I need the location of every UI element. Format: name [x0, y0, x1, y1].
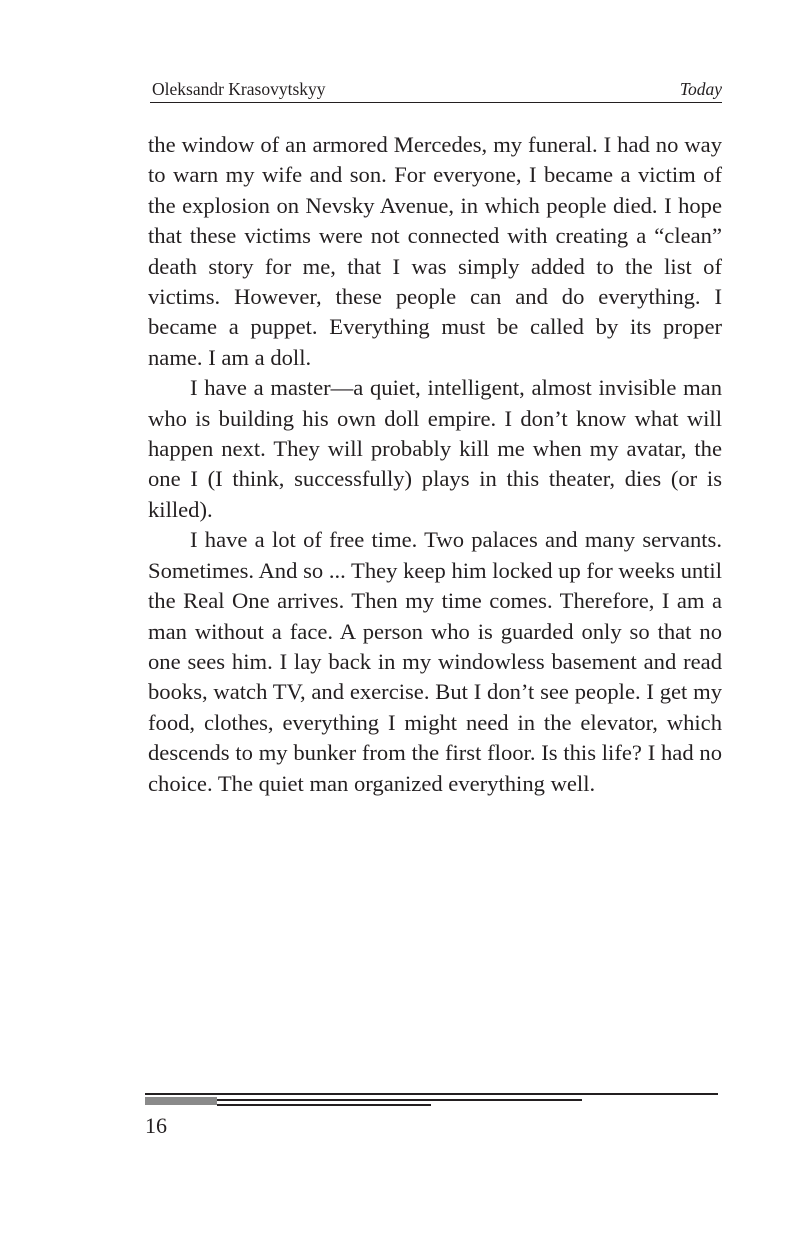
header-author: Oleksandr Krasovytskyy: [152, 79, 326, 99]
footer-rule-long: [145, 1093, 718, 1095]
running-header: [150, 76, 722, 103]
paragraph: I have a master—a quiet, intelligent, almost invisible man who is building his own doll empire. I don’t know what will happen next. They will probably kill me when my avatar, the one I (I think, successfully) plays in this theater, dies (or is killed).: [148, 375, 722, 522]
paragraph-continued: the window of an armored Mercedes, my funeral. I had no way to warn my wife and son. For everyone, I became a victim of the explosion on Nevsky Avenue, in which people died. I hope that these victims were not connected with creating a “clean” death story for me, that I was simply added to the list of victims. However, these people can and do everything. I became a puppet. Everything must be called by its proper name. I am a doll.: [148, 132, 722, 370]
footer-rule-short: [217, 1104, 431, 1106]
page-body-text: [148, 130, 722, 799]
paragraph: I have a lot of free time. Two palaces and many servants. Sometimes. And so ... They keep him locked up for weeks until the Real One arrives. Then my time comes. Therefore, I am a man without a face. A person who is guarded only so that no one sees him. I lay back in my windowless basement and read books, watch TV, and exercise. But I don’t see people. I get my food, clothes, everything I might need in the elevator, which descends to my bunker from the first floor. Is this life? I had no choice. The quiet man organized everything well.: [148, 527, 722, 796]
footer-rule-medium: [217, 1099, 582, 1101]
footer-decorative-rules: [145, 1093, 720, 1109]
footer-gray-block: [145, 1097, 217, 1105]
page-number: 16: [145, 1113, 167, 1138]
header-book-title: Today: [679, 79, 722, 99]
